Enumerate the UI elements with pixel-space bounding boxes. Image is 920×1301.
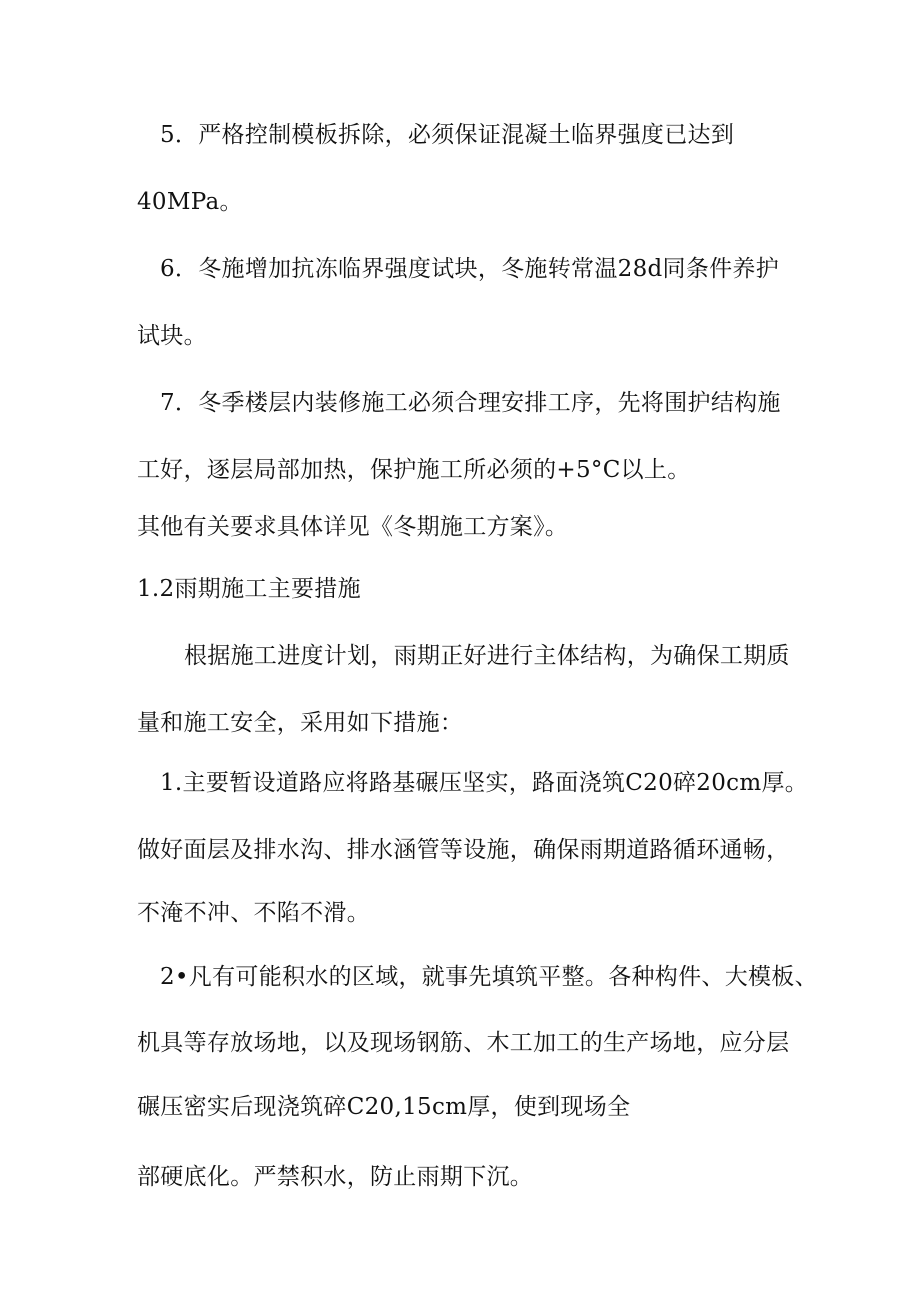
paragraph-line: 做好面层及排水沟、排水涵管等设施，确保雨期道路循环通畅，	[137, 837, 790, 863]
paragraph-line: 工好，逐层局部加热，保护施工所必须的+5°C以上。	[137, 457, 691, 483]
paragraph-line: 根据施工进度计划，雨期正好进行主体结构，为确保工期质	[184, 643, 790, 669]
paragraph-line: 机具等存放场地，以及现场钢筋、木工加工的生产场地，应分层	[137, 1030, 790, 1056]
paragraph-line: 5．严格控制模板拆除，必须保证混凝土临界强度已达到	[160, 122, 735, 148]
paragraph-line: 量和施工安全，采用如下措施：	[137, 710, 464, 736]
paragraph-line: 试块。	[137, 323, 207, 349]
paragraph-line: 部硬底化。严禁积水，防止雨期下沉。	[137, 1164, 534, 1190]
paragraph-line: 1.主要暂设道路应将路基碾压坚实，路面浇筑C20碎20cm厚。	[160, 770, 809, 796]
paragraph-line: 7．冬季楼层内装修施工必须合理安排工序，先将围护结构施	[160, 390, 781, 416]
paragraph-line: 2•凡有可能积水的区域，就事先填筑平整。各种构件、大模板、	[160, 964, 818, 990]
paragraph-line: 碾压密实后现浇筑碎C20,15cm厚，使到现场全	[137, 1094, 631, 1120]
paragraph-line: 不淹不冲、不陷不滑。	[137, 900, 370, 926]
paragraph-line: 40MPa。	[137, 189, 243, 215]
section-heading: 1.2雨期施工主要措施	[137, 576, 361, 602]
paragraph-line: 其他有关要求具体详见《冬期施工方案》。	[137, 514, 569, 540]
paragraph-line: 6．冬施增加抗冻临界强度试块，冬施转常温28d同条件养护	[160, 256, 780, 282]
